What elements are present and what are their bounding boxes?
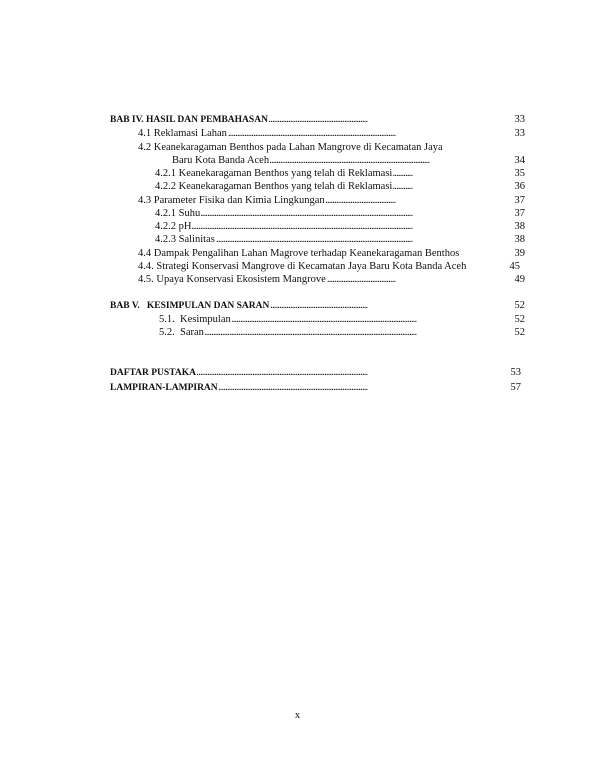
toc-entry-text: 4.2.2 pH [155, 221, 192, 232]
toc-entry-4-2 [138, 141, 492, 154]
toc-entry-page: 39 [514, 248, 525, 259]
toc-entry-ph [155, 220, 492, 233]
toc-entry-4-5 [138, 273, 492, 286]
toc-entry-4-1 [138, 127, 492, 140]
toc-entry-text: BAB V. KESIMPULAN DAN SARAN [110, 301, 270, 311]
toc-entry-text: DAFTAR PUSTAKA [110, 368, 196, 378]
toc-entry-4-2-1 [155, 167, 492, 180]
toc-entry-lampiran [110, 381, 465, 394]
toc-entry-page: 45 [509, 261, 520, 272]
toc-entry-daftar-pustaka [110, 366, 468, 379]
toc-entry-page: 33 [514, 114, 525, 125]
toc-entry-text: 4.2.3 Salinitas [155, 234, 215, 245]
toc-entry-5-2 [159, 326, 492, 339]
toc-entry-page: 52 [514, 327, 525, 338]
toc-entry-text: 4.5. Upaya Konservasi Ekosistem Mangrove [138, 274, 326, 285]
toc-entry-text: 5.2. Saran [159, 327, 204, 338]
toc-entry-page: 37 [514, 195, 525, 206]
toc-entry-page: 37 [514, 208, 525, 219]
toc-entry-salinitas [155, 233, 492, 246]
toc-entry-page: 52 [514, 300, 525, 311]
toc-entry-text: 4.2.1 Suhu [155, 208, 201, 219]
toc-entry-bab-iv [110, 113, 455, 126]
toc-entry-text: LAMPIRAN-LAMPIRAN [110, 383, 218, 393]
toc-entry-text: 4.4 Dampak Pengalihan Lahan Magrove terhadap Keanekaragaman Benthos [138, 248, 460, 259]
toc-entry-page: 36 [514, 181, 525, 192]
toc-entry-page: 52 [514, 314, 525, 325]
toc-entry-page: 53 [510, 367, 521, 378]
toc-entry-text: 4.2.1 Keanekaragaman Benthos yang telah di Reklamasi [155, 168, 393, 179]
toc-entry-text: Baru Kota Banda Aceh [172, 155, 270, 166]
toc-entry-text: BAB IV. HASIL DAN PEMBAHASAN [110, 115, 268, 125]
toc-entry-page: 38 [514, 221, 525, 232]
toc-entry-page: 57 [510, 382, 521, 393]
toc-entry-page: 33 [514, 128, 525, 139]
toc-entry-4-4 [138, 247, 498, 260]
toc-entry-4-4-strategi [138, 260, 506, 273]
toc-entry-5-1 [159, 313, 492, 326]
toc-entry-suhu [155, 207, 492, 220]
toc-entry-page: 49 [514, 274, 525, 285]
toc-entry-text: 5.1. Kesimpulan [159, 314, 231, 325]
toc-entry-text: 4.3 Parameter Fisika dan Kimia Lingkungan [138, 195, 325, 206]
toc-entry-bab-v [110, 299, 455, 312]
toc-entry-text: 4.1 Reklamasi Lahan [138, 128, 227, 139]
toc-entry-page: 34 [514, 155, 525, 166]
toc-entry-4-2-2 [155, 180, 492, 193]
toc-entry-text: 4.4. Strategi Konservasi Mangrove di Kecamatan Jaya Baru Kota Banda Aceh [138, 261, 467, 272]
toc-entry-4-3 [138, 194, 492, 207]
toc-entry-4-2-cont [172, 154, 492, 167]
toc-entry-text: 4.2.2 Keanekaragaman Benthos yang telah di Reklamasi [155, 181, 393, 192]
toc-entry-text: 4.2 Keanekaragaman Benthos pada Lahan Mangrove di Kecamatan Jaya [138, 142, 443, 153]
page-number: x [294, 710, 301, 721]
toc-entry-page: 35 [514, 168, 525, 179]
toc-entry-page: 38 [514, 234, 525, 245]
